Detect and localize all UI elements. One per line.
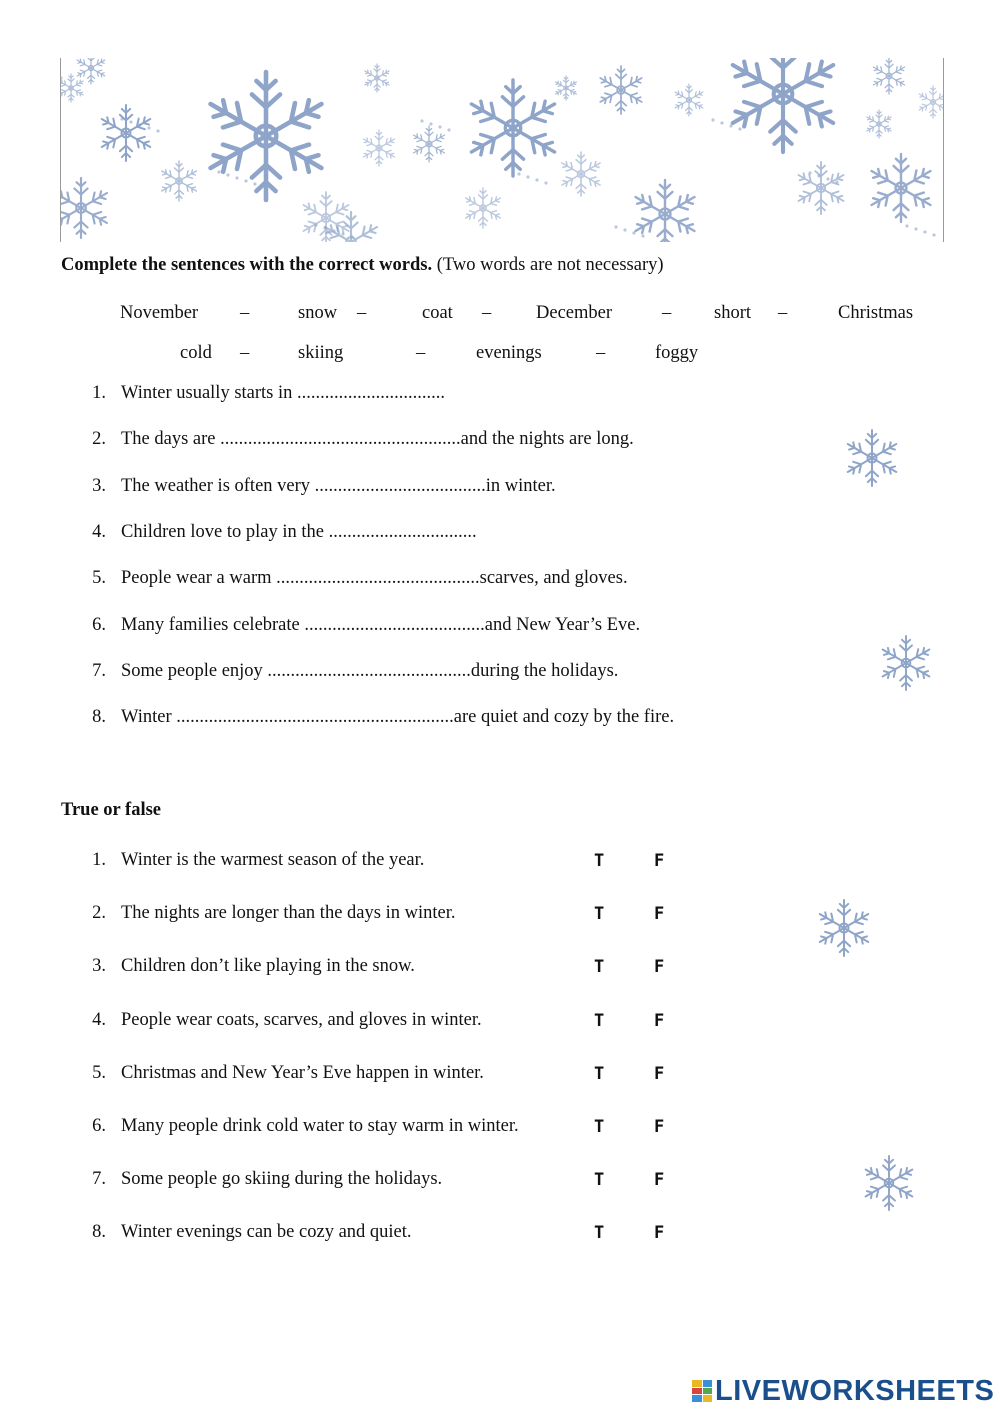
snowflake-icon (871, 58, 906, 94)
sentence-text: Children love to play in the ................................ (121, 522, 477, 542)
snowflake-icon (411, 126, 446, 162)
true-option[interactable]: T (594, 1064, 605, 1084)
statement-text: People wear coats, scarves, and gloves in winter. (121, 1010, 482, 1030)
sentence-text: Winter ............................................................are quiet and cozy by the fire. (121, 707, 675, 727)
word-bank-item: evenings (476, 343, 542, 363)
sparkle-dot (138, 123, 141, 126)
snowflake-icon (876, 633, 936, 693)
sentence-text: The weather is often very .....................................in winter. (121, 476, 556, 496)
snowflake-icon (632, 180, 698, 242)
sparkle-dot (323, 226, 326, 229)
snowflake-icon (726, 58, 839, 152)
true-option[interactable]: T (594, 1117, 605, 1137)
sparkle-dot (147, 126, 150, 129)
word-bank-item: cold (180, 343, 212, 363)
snowflake-icon (560, 152, 603, 196)
false-option[interactable]: F (654, 851, 665, 871)
snowflake-icon (361, 130, 396, 166)
statement-text: Many people drink cold water to stay warm in winter. (121, 1116, 519, 1136)
true-option[interactable]: T (594, 904, 605, 924)
sentence-text: The days are ....................................................and the nights are long. (121, 429, 634, 449)
statement-number: 5. (92, 1063, 106, 1083)
sentence-number: 2. (92, 429, 106, 449)
instruction-bold: Complete the sentences with the correct words. (61, 255, 433, 275)
sparkle-dot (217, 170, 220, 173)
true-option[interactable]: T (594, 1011, 605, 1031)
statement-number: 8. (92, 1222, 106, 1242)
true-false-title: True or false (61, 800, 162, 820)
statement-text: Some people go skiing during the holidays. (121, 1169, 443, 1189)
sparkle-dot (438, 125, 441, 128)
sparkle-dot (932, 233, 935, 236)
sparkle-dot (341, 232, 344, 235)
sparkle-dot (332, 229, 335, 232)
false-option[interactable]: F (654, 1011, 665, 1031)
sparkle-dot (544, 181, 547, 184)
sparkle-dot (738, 127, 741, 130)
true-option[interactable]: T (594, 1223, 605, 1243)
snowflake-banner-art (61, 58, 943, 242)
brand-name: LIVEWORKSHEETS (715, 1374, 995, 1407)
word-separator: – (596, 343, 606, 363)
true-option[interactable]: T (594, 1170, 605, 1190)
statement-number: 6. (92, 1116, 106, 1136)
false-option[interactable]: F (654, 1064, 665, 1084)
sparkle-dot (156, 129, 159, 132)
sentence-number: 7. (92, 661, 106, 681)
word-separator: – (482, 303, 492, 323)
sparkle-dot (253, 182, 256, 185)
sparkle-dot (632, 231, 635, 234)
sentence-number: 1. (92, 383, 106, 403)
statement-text: Winter is the warmest season of the year. (121, 850, 425, 870)
false-option[interactable]: F (654, 1170, 665, 1190)
word-bank-item: Christmas (838, 303, 914, 323)
sparkle-dot (711, 118, 714, 121)
sparkle-dot (905, 224, 908, 227)
snowflake-icon (840, 426, 904, 490)
sentence-number: 4. (92, 522, 106, 542)
word-bank-item: coat (422, 303, 453, 323)
snowflake-banner (60, 58, 944, 242)
sentence-number: 6. (92, 615, 106, 635)
snowflake-icon (598, 66, 645, 114)
statement-text: Children don’t like playing in the snow. (121, 956, 415, 976)
word-separator: – (240, 303, 250, 323)
liveworksheets-logo-icon (692, 1380, 712, 1402)
sparkle-dot (614, 225, 617, 228)
sparkle-dot (235, 176, 238, 179)
statement-text: Winter evenings can be cozy and quiet. (121, 1222, 412, 1242)
sparkle-dot (835, 180, 838, 183)
sparkle-dot (826, 177, 829, 180)
snowflake-icon (159, 161, 198, 201)
snowflake-icon (554, 76, 577, 100)
statement-text: Christmas and New Year’s Eve happen in winter. (121, 1063, 484, 1083)
word-bank-item: foggy (655, 343, 699, 363)
snowflake-icon (61, 74, 85, 102)
sparkle-dot (817, 174, 820, 177)
statement-number: 1. (92, 850, 106, 870)
statement-number: 3. (92, 956, 106, 976)
liveworksheets-logo[interactable] (692, 1374, 994, 1408)
sentence-text: Winter usually starts in ................................ (121, 383, 446, 403)
sparkle-dot (535, 178, 538, 181)
snowflake-icon (868, 154, 934, 222)
snowflake-icon (917, 86, 943, 118)
word-separator: – (240, 343, 250, 363)
sparkle-dot (226, 173, 229, 176)
false-option[interactable]: F (654, 957, 665, 977)
sparkle-dot (129, 120, 132, 123)
sentence-text: People wear a warm ............................................scarves, and gloves. (121, 568, 628, 588)
word-bank-item: December (536, 303, 613, 323)
false-option[interactable]: F (654, 1223, 665, 1243)
sparkle-dot (120, 117, 123, 120)
sentence-number: 5. (92, 568, 106, 588)
sparkle-dot (420, 119, 423, 122)
snowflake-icon (812, 896, 876, 960)
sparkle-dot (923, 230, 926, 233)
sparkle-dot (447, 128, 450, 131)
word-separator: – (778, 303, 788, 323)
statement-text: The nights are longer than the days in winter. (121, 903, 456, 923)
exercise1-instruction (61, 255, 664, 276)
snowflake-icon (363, 64, 390, 92)
snowflake-icon (61, 178, 110, 238)
sparkle-dot (429, 122, 432, 125)
sparkle-dot (350, 235, 353, 238)
sentence-text: Many families celebrate .......................................and New Year’s Eve. (121, 615, 641, 635)
true-option[interactable]: T (594, 851, 605, 871)
sparkle-dot (314, 223, 317, 226)
false-option[interactable]: F (654, 1117, 665, 1137)
word-bank-item: short (714, 303, 751, 323)
sentence-number: 8. (92, 707, 106, 727)
sparkle-dot (244, 179, 247, 182)
snowflake-icon (99, 105, 154, 161)
word-bank-item: skiing (298, 343, 344, 363)
sentence-number: 3. (92, 476, 106, 496)
snowflake-icon (865, 110, 892, 138)
statement-number: 4. (92, 1010, 106, 1030)
statement-number: 2. (92, 903, 106, 923)
snowflake-icon (796, 162, 847, 214)
snowflake-icon (466, 80, 560, 176)
snowflake-icon (204, 72, 329, 200)
word-bank-item: snow (298, 303, 338, 323)
sparkle-dot (623, 228, 626, 231)
snowflake-icon (673, 84, 704, 116)
sentence-text: Some people enjoy ............................................during the holidays. (121, 661, 619, 681)
true-option[interactable]: T (594, 957, 605, 977)
sparkle-dot (526, 175, 529, 178)
false-option[interactable]: F (654, 904, 665, 924)
word-separator: – (416, 343, 426, 363)
snowflake-icon (858, 1152, 920, 1214)
sparkle-dot (641, 234, 644, 237)
word-separator: – (662, 303, 672, 323)
word-bank-item: November (120, 303, 199, 323)
sparkle-dot (729, 124, 732, 127)
sparkle-dot (720, 121, 723, 124)
snowflake-icon (463, 188, 502, 228)
sparkle-dot (914, 227, 917, 230)
instruction-note: (Two words are not necessary) (436, 255, 664, 275)
sparkle-dot (808, 171, 811, 174)
word-separator: – (357, 303, 367, 323)
statement-number: 7. (92, 1169, 106, 1189)
sparkle-dot (517, 172, 520, 175)
sparkle-dot (61, 76, 63, 79)
